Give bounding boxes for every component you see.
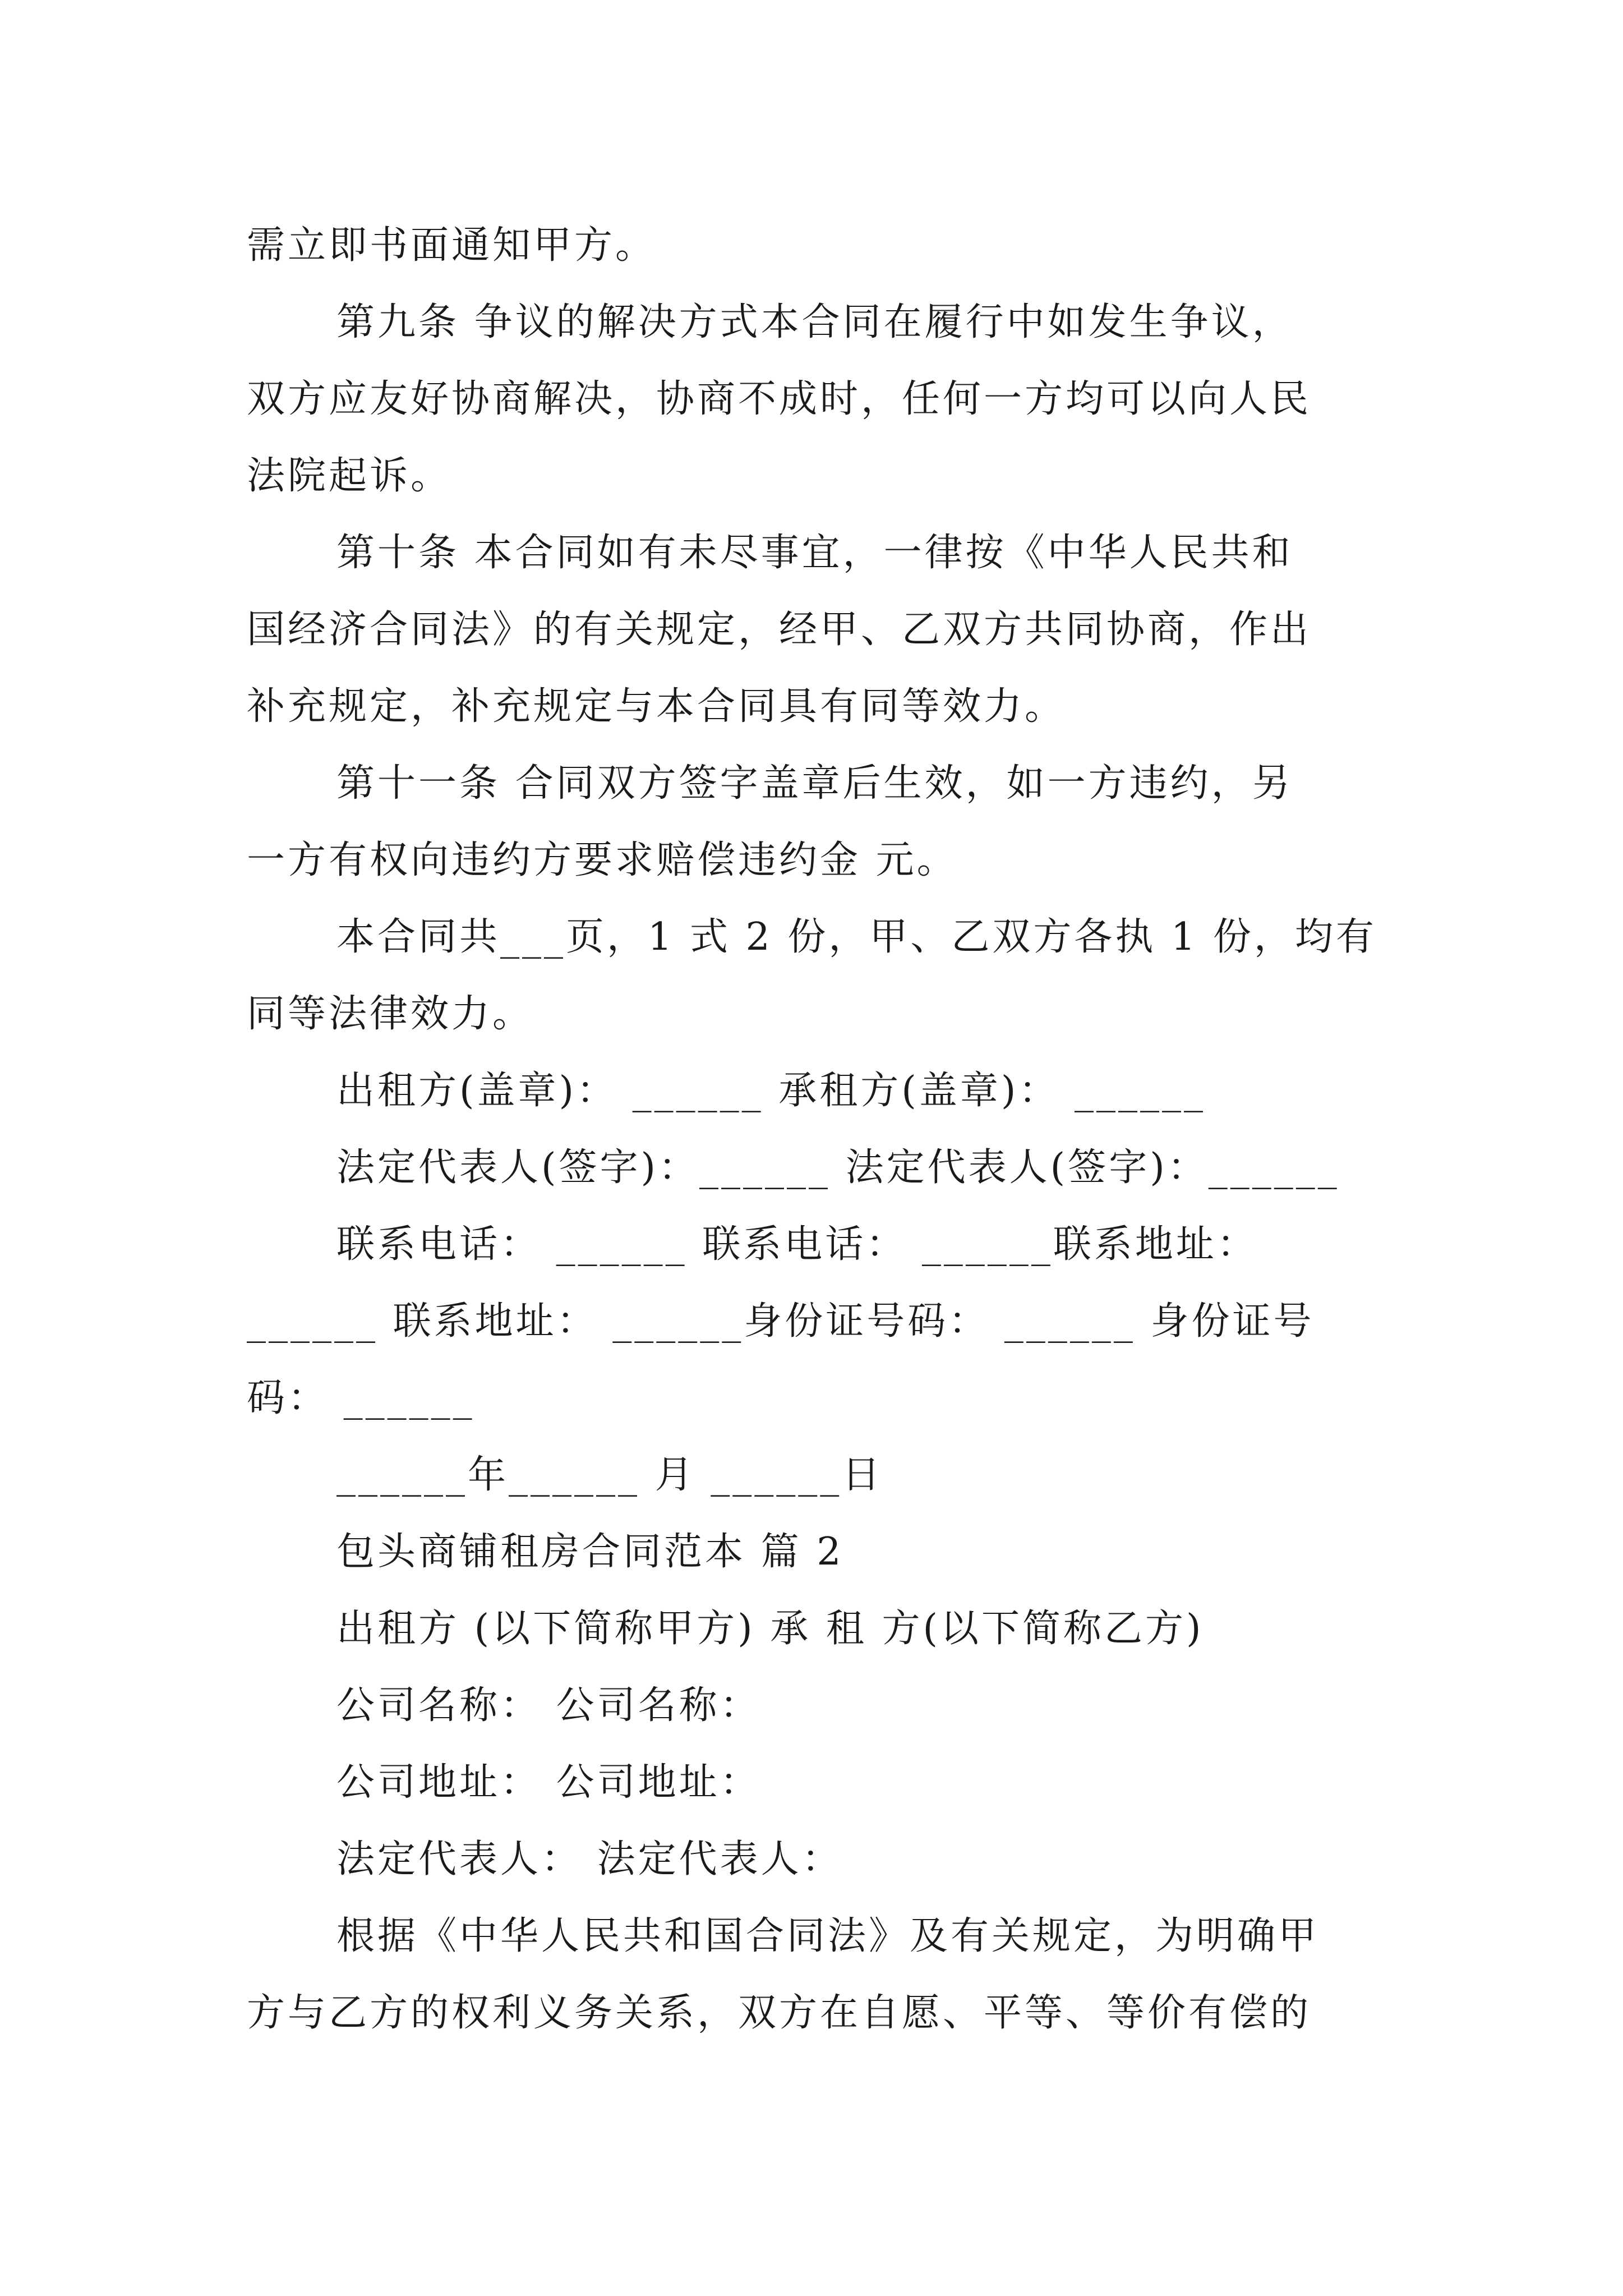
text-line: 公司名称： 公司名称： <box>336 1683 761 1728</box>
text-line: 根据《中华人民共和国合同法》及有关规定，为明确甲 <box>336 1914 1320 1958</box>
text-line: ______年______ 月 ______日 <box>336 1453 883 1497</box>
text-line: 本合同共___页，1 式 2 份，甲、乙双方各执 1 份，均有 <box>336 915 1377 959</box>
text-line: 方与乙方的权利义务关系，双方在自愿、平等、等价有偿的 <box>247 1991 1312 2035</box>
text-line: 双方应友好协商解决，协商不成时，任何一方均可以向人民 <box>247 377 1312 421</box>
section-heading: 包头商铺租房合同范本 篇 2 <box>336 1530 844 1574</box>
text-line: 第九条 争议的解决方式本合同在履行中如发生争议， <box>336 300 1293 344</box>
text-line: 出租方(盖章)： ______ 承租方(盖章)： ______ <box>336 1069 1206 1113</box>
text-line: 法院起诉。 <box>247 454 452 498</box>
text-line: 第十一条 合同双方签字盖章后生效，如一方违约，另 <box>336 761 1293 806</box>
text-line: 第十条 本合同如有未尽事宜，一律按《中华人民共和 <box>336 531 1293 575</box>
text-line: 法定代表人： 法定代表人： <box>336 1837 843 1881</box>
text-line: 法定代表人(签字)：______ 法定代表人(签字)：______ <box>336 1145 1340 1190</box>
text-line: 联系电话： ______ 联系电话： ______联系地址： <box>336 1222 1258 1267</box>
text-line: 出租方 (以下简称甲方) 承 租 方(以下简称乙方) <box>336 1607 1204 1651</box>
text-line: ______ 联系地址： ______身份证号码： ______ 身份证号 <box>247 1299 1315 1343</box>
text-line: 同等法律效力。 <box>247 992 534 1036</box>
text-line: 补充规定，补充规定与本合同具有同等效力。 <box>247 684 1066 729</box>
text-line: 一方有权向违约方要求赔偿违约金 元。 <box>247 838 958 882</box>
text-line: 公司地址： 公司地址： <box>336 1760 761 1805</box>
text-line: 需立即书面通知甲方。 <box>247 223 657 268</box>
text-line: 国经济合同法》的有关规定，经甲、乙双方共同协商，作出 <box>247 608 1312 652</box>
text-line: 码： ______ <box>247 1376 475 1420</box>
